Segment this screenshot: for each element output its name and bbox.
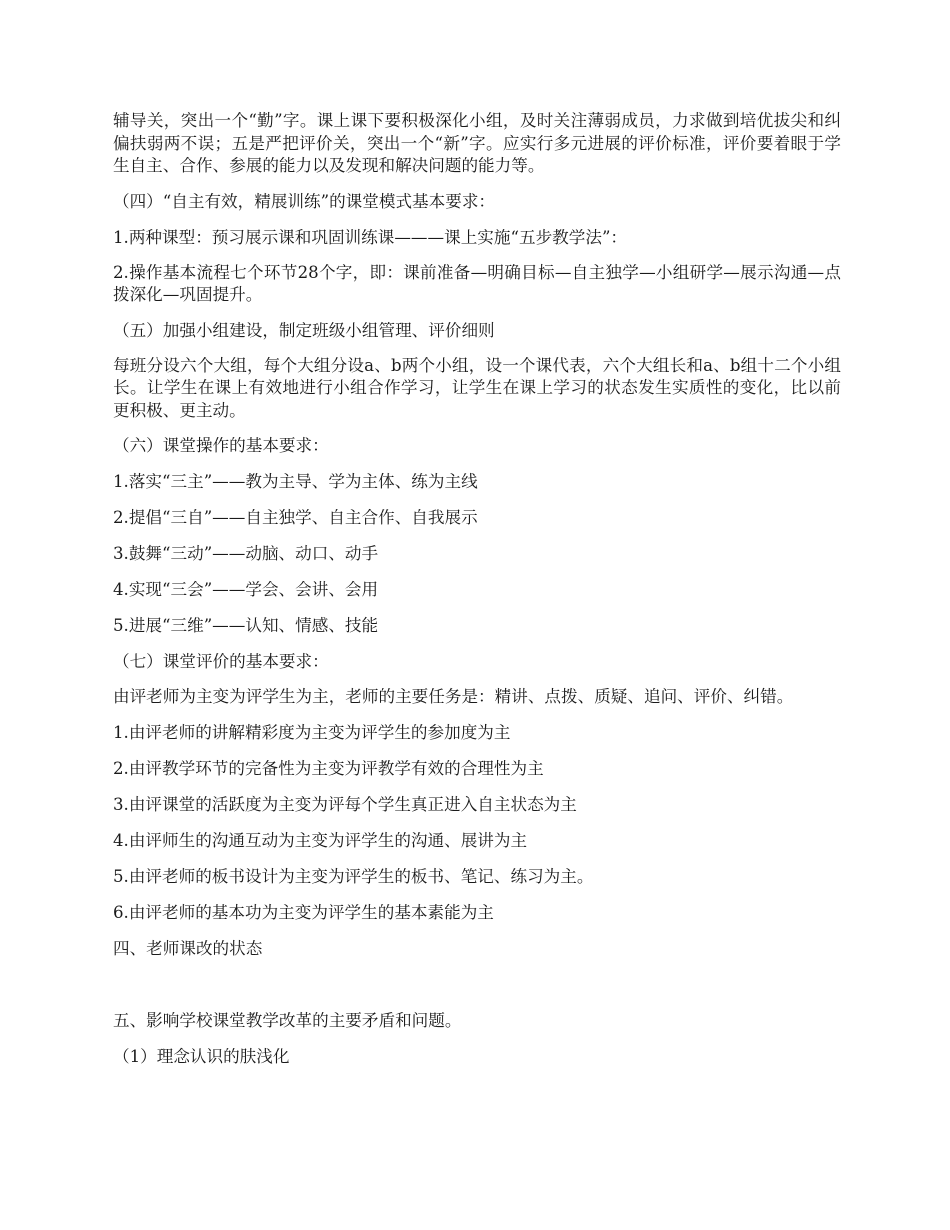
paragraph-group-setup: 每班分设六个大组，每个大组分设a、b两个小组，设一个课代表，六个大组长和a、b组十二个小组长。让学生在课上有效地进行小组合作学习，让学生在课上学习的状态发生实质性的变化，比以前更积极、更主动。 bbox=[113, 355, 841, 420]
heading-section-5: （五）加强小组建设，制定班级小组管理、评价细则 bbox=[113, 320, 495, 340]
list-item: （1）理念认识的肤浅化 bbox=[113, 1046, 290, 1066]
list-item: 4.实现“三会”——学会、会讲、会用 bbox=[113, 580, 379, 599]
heading-section-6: （六）课堂操作的基本要求： bbox=[113, 436, 329, 455]
list-item: 1.两种课型：预习展示课和巩固训练课———课上实施“五步教学法”： bbox=[113, 227, 628, 247]
list-item: 2.操作基本流程七个环节28个字，即：课前准备—明确目标—自主独学—小组研学—展示沟通—点拨深化—巩固提升。 bbox=[113, 262, 841, 304]
heading-section-4: （四）“自主有效，精展训练”的课堂模式基本要求： bbox=[113, 191, 496, 211]
paragraph-evaluation-shift: 由评老师为主变为评学生为主，老师的主要任务是：精讲、点拨、质疑、追问、评价、纠错。 bbox=[113, 687, 794, 706]
paragraph-evaluation-intro: 辅导关，突出一个“勤”字。课上课下要积极深化小组，及时关注薄弱成员，力求做到培优拔尖和纠偏扶弱两不误；五是严把评价关，突出一个“新”字。应实行多元进展的评价标准，评价要着眼于学生自主、合作、参展的能力以及发现和解决问题的能力等。 bbox=[113, 111, 841, 175]
list-item: 5.由评老师的板书设计为主变为评学生的板书、笔记、练习为主。 bbox=[113, 866, 594, 886]
list-item: 1.由评老师的讲解精彩度为主变为评学生的参加度为主 bbox=[113, 722, 511, 742]
list-item: 3.鼓舞“三动”——动脑、动口、动手 bbox=[113, 544, 379, 563]
document-page bbox=[113, 110, 841, 1081]
list-item: 5.进展“三维”——认知、情感、技能 bbox=[113, 616, 379, 635]
heading-part-4: 四、老师课改的状态 bbox=[113, 938, 263, 958]
list-item: 3.由评课堂的活跃度为主变为评每个学生真正进入自主状态为主 bbox=[113, 794, 577, 814]
list-item: 6.由评老师的基本功为主变为评学生的基本素能为主 bbox=[113, 902, 494, 922]
list-item: 2.由评教学环节的完备性为主变为评教学有效的合理性为主 bbox=[113, 758, 544, 778]
list-item: 4.由评师生的沟通互动为主变为评学生的沟通、展讲为主 bbox=[113, 830, 528, 850]
blank-space bbox=[113, 973, 841, 1009]
list-item: 1.落实“三主”——教为主导、学为主体、练为主线 bbox=[113, 472, 478, 491]
heading-section-7: （七）课堂评价的基本要求： bbox=[113, 652, 329, 671]
heading-part-5: 五、影响学校课堂教学改革的主要矛盾和问题。 bbox=[113, 1010, 462, 1030]
list-item: 2.提倡“三自”——自主独学、自主合作、自我展示 bbox=[113, 508, 478, 527]
